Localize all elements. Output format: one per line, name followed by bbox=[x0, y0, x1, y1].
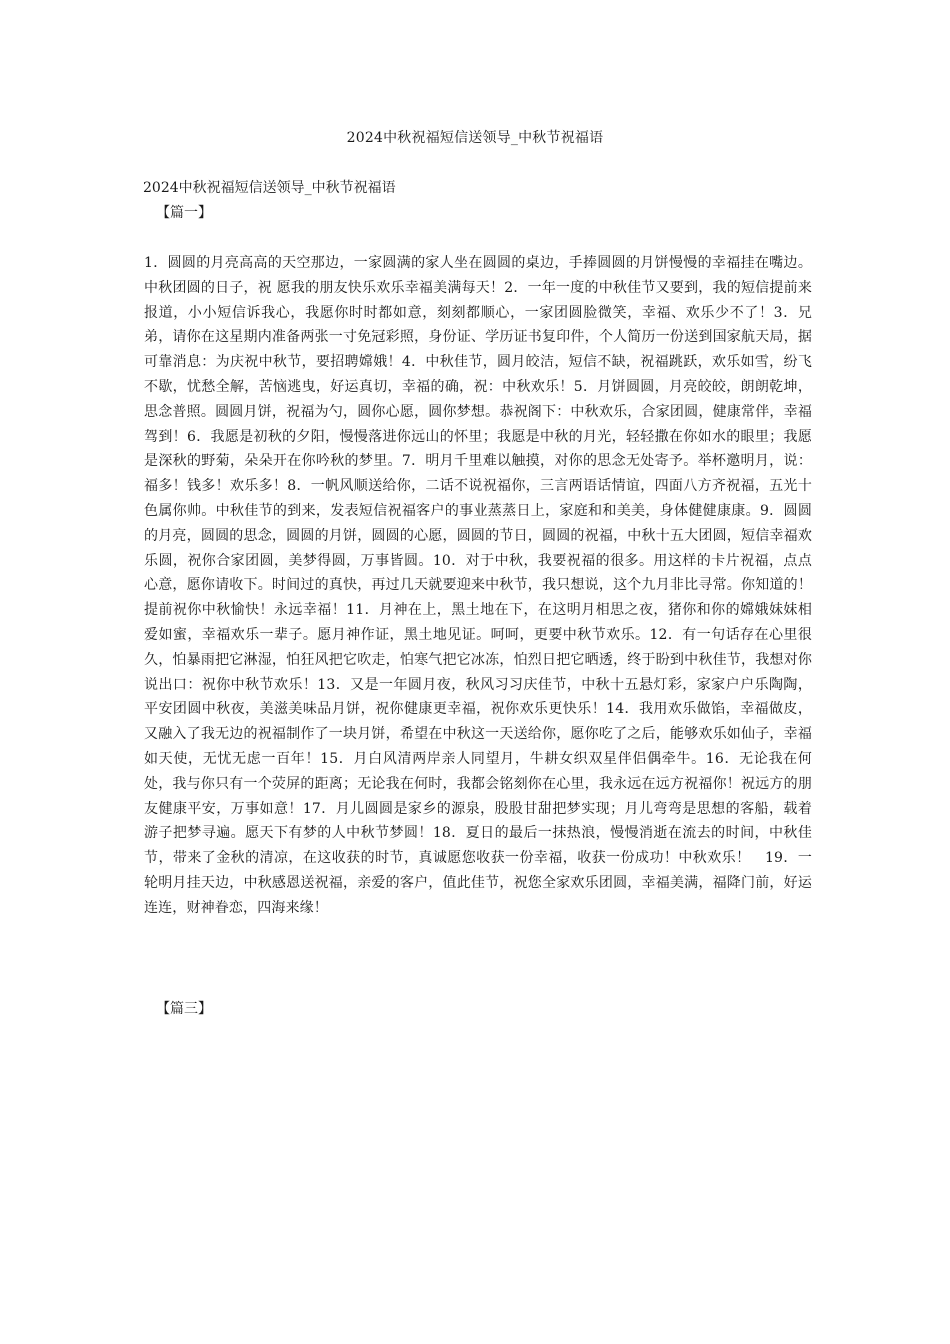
section-heading-three: 【篇三】 bbox=[156, 1001, 212, 1017]
document-subtitle: 2024中秋祝福短信送领导_中秋节祝福语 bbox=[143, 180, 396, 196]
document-title: 2024中秋祝福短信送领导_中秋节祝福语 bbox=[346, 130, 604, 146]
section-heading-one: 【篇一】 bbox=[156, 205, 212, 221]
body-paragraph: 1．圆圆的月亮高高的天空那边，一家圆满的家人坐在圆圆的桌边，手捧圆圆的月饼慢慢的幸福挂在嘴边。中秋团圆的日子，祝 愿我的朋友快乐欢乐幸福美满每天！2．一年一度的中秋佳节又要到，我的短信提前来报道，小小短信诉我心，我愿你时时都如意，刻刻都顺心，一家团圆脸微笑，幸福、欢乐少不了！3．兄弟，请你在这星期内准备两张一寸免冠彩照，身份证、学历证书复印件，个人简历一份送到国家航天局，据可靠消息：为庆祝中秋节，要招聘嫦娥！4．中秋佳节，圆月皎洁，短信不缺，祝福跳跃，欢乐如雪，纷飞不歇，忧愁全解，苦恼逃曳，好运真切，幸福的确，祝：中秋欢乐！5．月饼圆圆，月亮皎皎，朗朗乾坤，思念普照。圆圆月饼，祝福为勺，圆你心愿，圆你梦想。恭祝阁下：中秋欢乐，合家团圆，健康常伴，幸福驾到！6．我愿是初秋的夕阳，慢慢落进你远山的怀里；我愿是中秋的月光，轻轻撒在你如水的眼里；我愿是深秋的野菊，朵朵开在你吟秋的梦里。7．明月千里难以触摸，对你的思念无处寄予。举杯邀明月，说：福多！钱多！欢乐多！8．一帆风顺送给你，二话不说祝福你，三言两语话情谊，四面八方齐祝福，五光十色属你帅。中秋佳节的到来，发表短信祝福客户的事业蒸蒸日上，家庭和和美美，身体健健康康。9．圆圆的月亮，圆圆的思念，圆圆的月饼，圆圆的心愿，圆圆的节日，圆圆的祝福，中秋十五大团圆，短信幸福欢乐圆，祝你合家团圆，美梦得圆，万事皆圆。10．对于中秋，我要祝福的很多。用这样的卡片祝福，点点心意，愿你请收下。时间过的真快，再过几天就要迎来中秋节，我只想说，这个九月非比寻常。你知道的！提前祝你中秋愉快！永远幸福！11．月神在上，黑土地在下，在这明月相思之夜，猪你和你的嫦娥妹妹相爱如蜜，幸福欢乐一辈子。愿月神作证，黑土地见证。呵呵，更要中秋节欢乐。12．有一句话存在心里很久，怕暴雨把它淋湿，怕狂风把它吹走，怕寒气把它冰冻，怕烈日把它晒透，终于盼到中秋佳节，我想对你说出口：祝你中秋节欢乐！13．又是一年圆月夜，秋风习习庆佳节，中秋十五悬灯彩，家家户户乐陶陶，平安团圆中秋夜，美滋美味品月饼，祝你健康更幸福，祝你欢乐更快乐！14．我用欢乐做馅，幸福做皮，又融入了我无边的祝福制作了一块月饼，希望在中秋这一天送给你，愿你吃了之后，能够欢乐如仙子，幸福如天使，无忧无虑一百年！15．月白风清两岸亲人同望月，牛耕女织双星伴侣偶牵牛。16．无论我在何处，我与你只有一个荧屏的距离；无论我在何时，我都会铭刻你在心里，我永远在远方祝福你！祝远方的朋友健康平安，万事如意！17．月儿圆圆是家乡的源泉，股股甘甜把梦实现；月儿弯弯是思想的客船，载着游子把梦寻遍。愿天下有梦的人中秋节梦圆！18．夏日的最后一抹热浪，慢慢消逝在流去的时间，中秋佳节，带来了金秋的清凉，在这收获的时节，真诚愿您收获一份幸福，收获一份成功！中秋欢乐！ 19．一轮明月挂天边，中秋感恩送祝福，亲爱的客户，值此佳节，祝您全家欢乐团圆，幸福美满，福降门前，好运连连，财神眷恋，四海来缘！ bbox=[144, 255, 812, 916]
